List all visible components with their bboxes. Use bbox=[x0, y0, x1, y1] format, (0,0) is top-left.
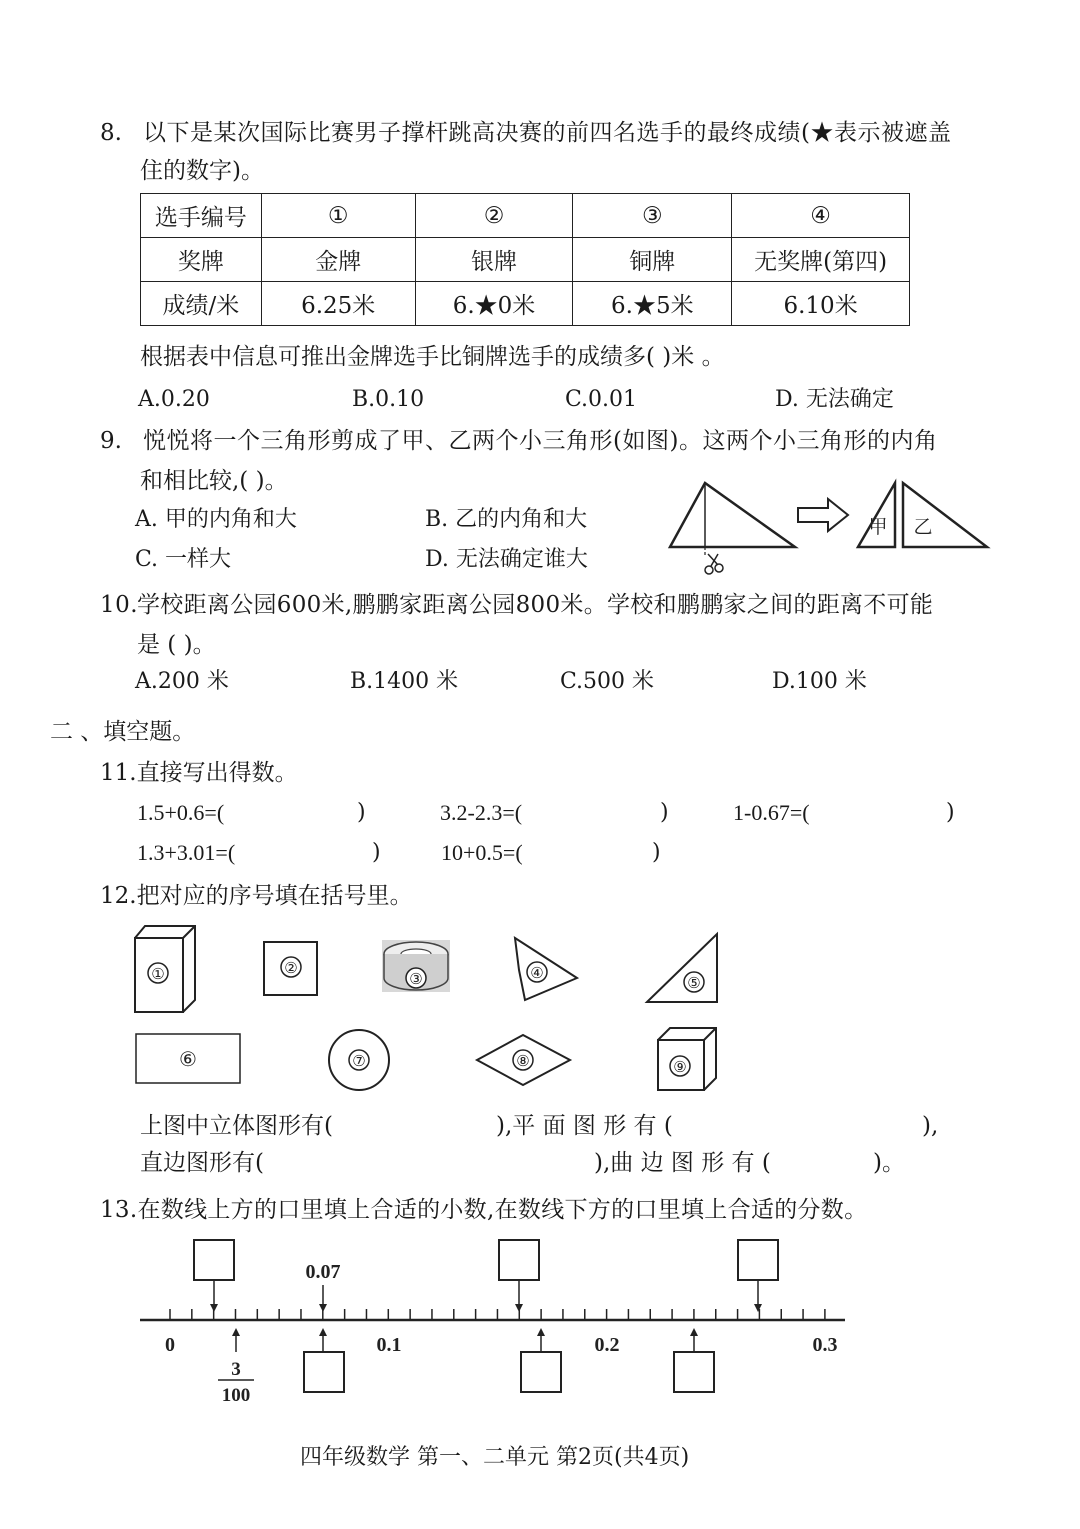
answer-box-bottom[interactable] bbox=[521, 1328, 561, 1392]
given-fraction-denominator: 100 bbox=[221, 1385, 251, 1406]
section-title: 二 、填空题。 bbox=[50, 719, 196, 745]
scissors-icon bbox=[705, 554, 723, 574]
page-footer: 四年级数学 第一、二单元 第2页(共4页) bbox=[300, 1445, 690, 1470]
given-fraction-arrow bbox=[232, 1328, 240, 1352]
q8-option-d[interactable]: D. 无法确定 bbox=[775, 387, 894, 412]
table-cell: 6.★5米 bbox=[573, 282, 732, 326]
table-cell: ① bbox=[261, 194, 415, 238]
q10-option-a[interactable]: A.200 米 bbox=[135, 669, 229, 694]
q11-item-1: 1.5+0.6=( bbox=[137, 800, 225, 825]
table-cell: 6.10米 bbox=[732, 282, 910, 326]
shape-label: ⑨ bbox=[673, 1059, 687, 1076]
answer-box-top[interactable] bbox=[499, 1240, 539, 1312]
q8-question: 根据表中信息可推出金牌选手比铜牌选手的成绩多( )米 。 bbox=[140, 344, 725, 370]
q10-stem-line2: 是 ( )。 bbox=[137, 632, 216, 658]
table-cell: 无奖牌(第四) bbox=[732, 238, 910, 282]
q11-item-4: 1.3+3.01=( bbox=[137, 840, 236, 865]
answer-box-top[interactable] bbox=[738, 1240, 778, 1312]
q11-item-1-close: ) bbox=[357, 800, 366, 825]
table-cell: 奖牌 bbox=[141, 238, 262, 282]
number-line-ticks bbox=[170, 1309, 825, 1320]
axis-label-0: 0 bbox=[165, 1334, 175, 1356]
q12-line1-c: ), bbox=[922, 1113, 939, 1139]
q8-number: 8. bbox=[100, 120, 122, 146]
shape-triangle bbox=[647, 934, 717, 1002]
figure-label-yi: 乙 bbox=[913, 516, 933, 538]
q11-item-5-close: ) bbox=[652, 840, 661, 865]
shape-quadrilateral bbox=[515, 938, 577, 1000]
q8-stem-line2: 住的数字)。 bbox=[140, 158, 264, 184]
shape-label: ⑧ bbox=[516, 1053, 530, 1070]
q12-line2-c: )。 bbox=[873, 1150, 905, 1176]
table-cell: 选手编号 bbox=[141, 194, 262, 238]
q11-item-5: 10+0.5=( bbox=[441, 840, 523, 865]
q9-number: 9. bbox=[100, 428, 122, 454]
shape-label: ④ bbox=[530, 965, 544, 982]
figure-label-jia: 甲 bbox=[868, 516, 888, 538]
given-fraction-numerator: 3 bbox=[231, 1359, 241, 1380]
shape-cylinder-tape bbox=[382, 940, 450, 992]
q11-title: 11.直接写出得数。 bbox=[100, 760, 298, 786]
q9-stem-line1: 悦悦将一个三角形剪成了甲、乙两个小三角形(如图)。这两个小三角形的内角 bbox=[143, 428, 938, 454]
q13-title: 13.在数线上方的口里填上合适的小数,在数线下方的口里填上合适的分数。 bbox=[100, 1197, 868, 1223]
q11-item-3: 1-0.67=( bbox=[733, 800, 810, 825]
q11-item-3-close: ) bbox=[946, 800, 955, 825]
arrow-right-icon bbox=[798, 499, 848, 531]
shapes-figure bbox=[125, 920, 745, 1100]
shape-rectangle bbox=[136, 1034, 240, 1083]
q12-line2-a: 直边图形有( bbox=[140, 1150, 264, 1176]
q8-option-a[interactable]: A.0.20 bbox=[138, 387, 210, 412]
q9-option-c[interactable]: C. 一样大 bbox=[135, 547, 232, 572]
answer-box-top[interactable] bbox=[194, 1240, 234, 1312]
q8-option-c[interactable]: C.0.01 bbox=[565, 387, 638, 412]
table-row bbox=[141, 282, 910, 326]
q11-item-2: 3.2-2.3=( bbox=[440, 800, 523, 825]
shape-label: ⑤ bbox=[687, 975, 701, 992]
shape-circle bbox=[329, 1030, 389, 1090]
q12-line2-b: ),曲 边 图 形 有 ( bbox=[594, 1150, 771, 1176]
score-table bbox=[140, 193, 910, 326]
given-decimal-arrow bbox=[319, 1285, 327, 1312]
table-cell: 成绩/米 bbox=[141, 282, 262, 326]
q9-option-b[interactable]: B. 乙的内角和大 bbox=[425, 507, 588, 532]
table-cell: ② bbox=[415, 194, 573, 238]
q10-number: 10. bbox=[100, 592, 139, 618]
table-cell: ④ bbox=[732, 194, 910, 238]
shape-cuboid bbox=[135, 926, 195, 1012]
q11-item-2-close: ) bbox=[660, 800, 669, 825]
shape-cube bbox=[658, 1028, 716, 1090]
given-decimal-label: 0.07 bbox=[305, 1261, 341, 1283]
table-row bbox=[141, 238, 910, 282]
table-cell: ③ bbox=[573, 194, 732, 238]
answer-box-bottom[interactable] bbox=[674, 1328, 714, 1392]
q10-stem-line1: 学校距离公园600米,鹏鹏家距离公园800米。学校和鹏鹏家之间的距离不可能 bbox=[137, 592, 934, 618]
shape-label: ② bbox=[284, 960, 298, 977]
q9-option-d[interactable]: D. 无法确定谁大 bbox=[425, 547, 588, 572]
table-cell: 6.★0米 bbox=[415, 282, 573, 326]
axis-label-0.2: 0.2 bbox=[594, 1334, 620, 1356]
axis-label-0.3: 0.3 bbox=[812, 1334, 838, 1356]
q10-option-d[interactable]: D.100 米 bbox=[772, 669, 867, 694]
shape-label: ① bbox=[151, 966, 165, 983]
q11-item-4-close: ) bbox=[372, 840, 381, 865]
q12-line1-b: ),平 面 图 形 有 ( bbox=[496, 1113, 673, 1139]
q9-option-a[interactable]: A. 甲的内角和大 bbox=[135, 507, 297, 532]
q12-line1-a: 上图中立体图形有( bbox=[140, 1113, 333, 1139]
q9-stem-line2: 和相比较,( )。 bbox=[140, 468, 288, 494]
shape-label: ⑥ bbox=[179, 1049, 197, 1071]
axis-label-0.1: 0.1 bbox=[376, 1334, 402, 1356]
table-cell: 6.25米 bbox=[261, 282, 415, 326]
q12-title: 12.把对应的序号填在括号里。 bbox=[100, 883, 413, 909]
table-cell: 铜牌 bbox=[573, 238, 732, 282]
shape-rhombus bbox=[477, 1035, 570, 1085]
q10-option-b[interactable]: B.1400 米 bbox=[350, 669, 459, 694]
number-line-figure bbox=[130, 1230, 860, 1410]
q8-stem-line1: 以下是某次国际比赛男子撑杆跳高决赛的前四名选手的最终成绩(★表示被遮盖 bbox=[143, 120, 952, 146]
shape-square bbox=[264, 942, 317, 995]
q10-option-c[interactable]: C.500 米 bbox=[560, 669, 655, 694]
shape-label: ⑦ bbox=[352, 1053, 366, 1070]
shape-label: ③ bbox=[409, 971, 423, 988]
triangle-cut-figure bbox=[665, 475, 995, 580]
answer-box-bottom[interactable] bbox=[304, 1328, 344, 1392]
table-cell: 金牌 bbox=[261, 238, 415, 282]
table-row bbox=[141, 194, 910, 238]
q8-option-b[interactable]: B.0.10 bbox=[352, 387, 425, 412]
table-cell: 银牌 bbox=[415, 238, 573, 282]
